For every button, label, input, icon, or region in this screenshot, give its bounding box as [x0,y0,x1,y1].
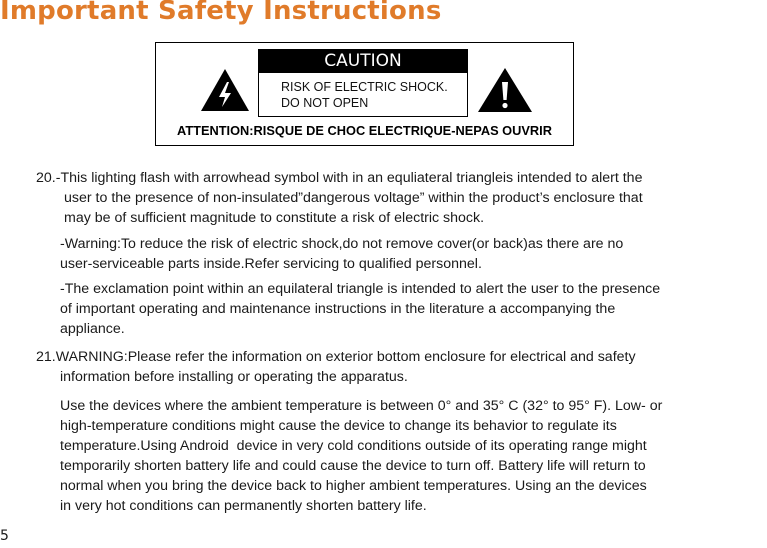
item-20-line-3: may be of sufficient magnitude to constitute a risk of electric shock. [64,210,485,226]
caution-heading: CAUTION [259,50,467,73]
temperature-line-5: normal when you bring the device back to higher ambient temperatures. Using an the devices [60,478,647,494]
page-title: Important Safety Instructions [0,0,442,26]
exclamation-line-1: -The exclamation point within an equilateral triangle is intended to alert the user to the presence [60,281,661,297]
caution-label [155,42,574,146]
caution-line-2: DO NOT OPEN [281,96,369,110]
item-21-line-1: 21.WARNING:Please refer the information on exterior bottom enclosure for electrical and safety [36,349,636,365]
attention-french-text: ATTENTION:RISQUE DE CHOC ELECTRIQUE-NEPAS OUVRIR [177,123,552,138]
temperature-line-6: in very hot conditions can permanently shorten battery life. [60,498,427,514]
item-20-line-2: user to the presence of non-insulated”dangerous voltage” within the product’s enclosure that [64,190,643,206]
caution-line-1: RISK OF ELECTRIC SHOCK. [281,80,448,94]
temperature-line-3: temperature.Using Android device in very cold conditions outside of its operating range might [60,438,647,454]
temperature-line-4: temporarily shorten battery life and could cause the device to turn off. Battery life will return to [60,458,646,474]
caution-panel [258,49,468,117]
temperature-line-1: Use the devices where the ambient temperature is between 0° and 35° C (32° to 95° F). Low- or [60,398,663,414]
page-number: 5 [0,528,9,544]
temperature-line-2: high-temperature conditions might cause the device to change its behavior to regulate its [60,418,617,434]
item-21-line-2: information before installing or operating the apparatus. [60,369,408,385]
warning-line-1: -Warning:To reduce the risk of electric shock,do not remove cover(or back)as there are no [60,236,624,252]
exclamation-line-2: of important operating and maintenance instructions in the literature a accompanying the [60,301,616,317]
exclamation-warning-icon [477,67,533,113]
exclamation-line-3: appliance. [60,321,125,337]
warning-line-2: user-serviceable parts inside.Refer servicing to qualified personnel. [60,256,482,272]
item-20-line-1: 20.-This lighting flash with arrowhead symbol with in an equliateral triangleis intended to alert the [36,170,643,186]
lightning-warning-icon [200,68,250,112]
